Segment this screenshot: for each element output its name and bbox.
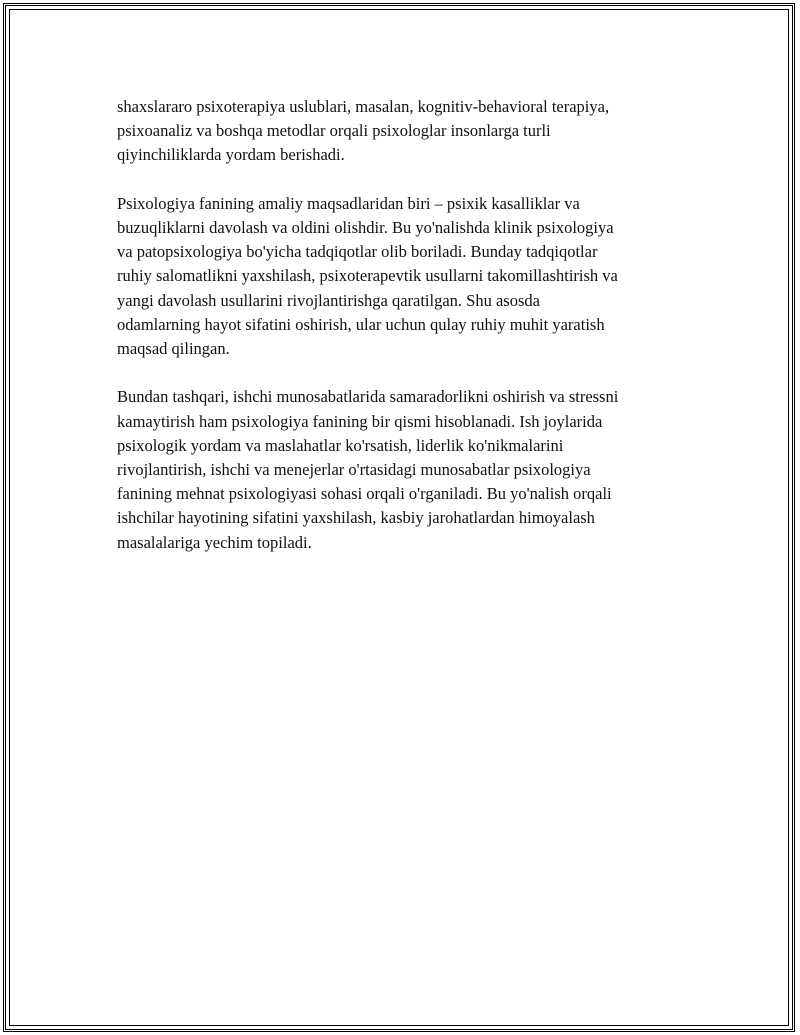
paragraph-3: Bundan tashqari, ishchi munosabatlarida samaradorlikni oshirish va stressni kamaytirish ham psixologiya fanining bir qismi hisoblanadi. Ish joylarida psixologik yordam va maslahatlar ko'rsatish, liderlik ko'nikmalarini rivojlantirish, ishchi va menejerlar o'rtasidagi munosabatlar psixologiya fanining mehnat psixologiyasi sohasi orqali o'rganiladi. Bu yo'nalish orqali ishchilar hayotining sifatini yaxshilash, kasbiy jarohatlardan himoyalash masalalariga yechim topiladi. — [117, 387, 619, 552]
paragraph-2: Psixologiya fanining amaliy maqsadlaridan biri – psixik kasalliklar va buzuqliklarni davolash va oldini olishdir. Bu yo'nalishda klinik psixologiya va patopsixologiya bo'yicha tadqiqotlar olib boriladi. Bunday tadqiqotlar ruhiy salomatlikni yaxshilash, psixoterapevtik usullarni takomillashtirish va yangi davolash usullarini rivojlantirishga qaratilgan. Shu asosda odamlarning hayot sifatini oshirish, ular uchun qulay ruhiy muhit yaratish maqsad qilingan. — [117, 193, 618, 359]
paragraph-1: shaxslararo psixoterapiya uslublari, masalan, kognitiv-behavioral terapiya, psixoanaliz va boshqa metodlar orqali psixologlar insonlarga turli qiyinchiliklarda yordam berishadi. — [117, 97, 610, 165]
document-body — [117, 95, 697, 579]
